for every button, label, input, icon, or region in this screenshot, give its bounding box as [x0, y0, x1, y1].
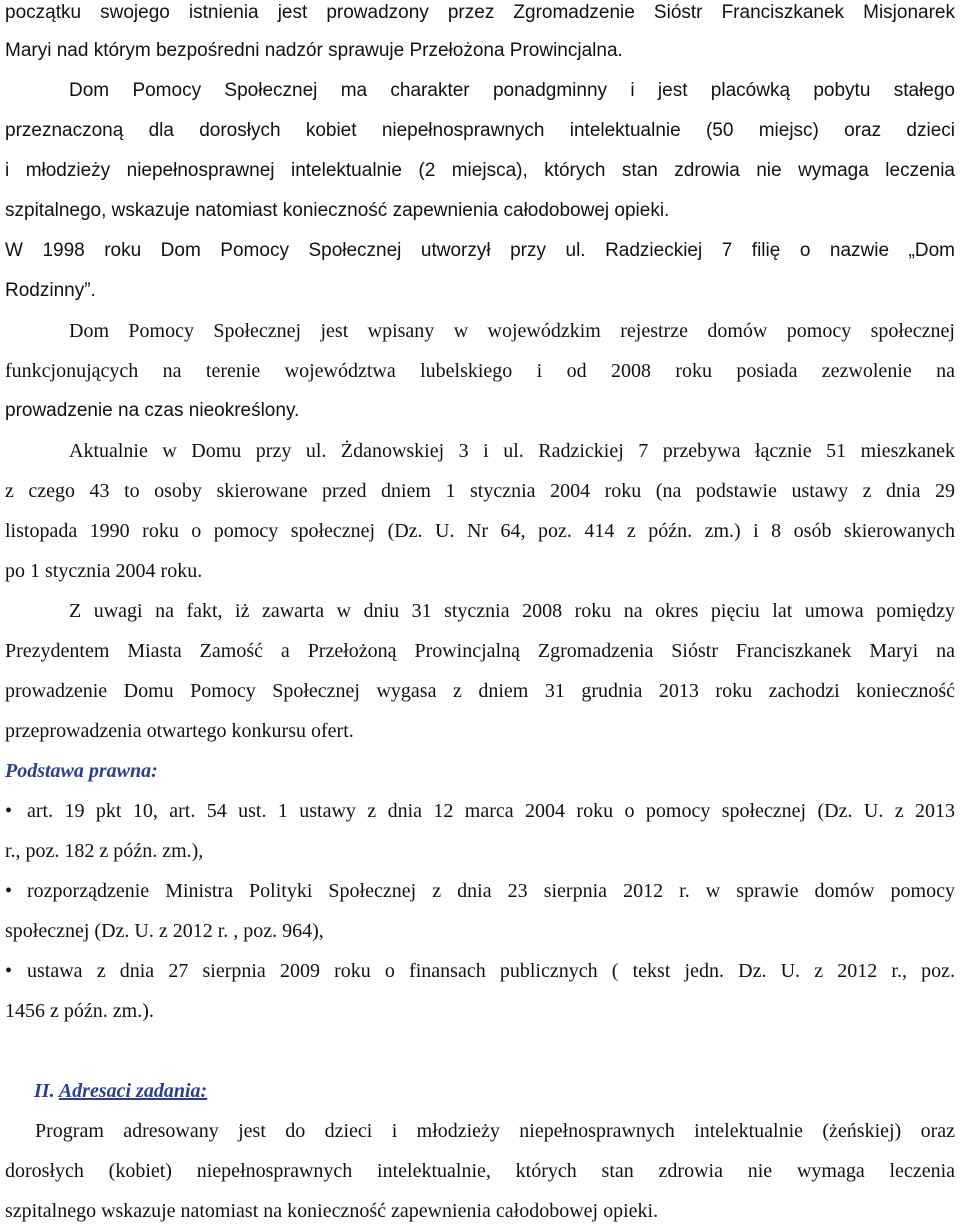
text-line: Z uwagi na fakt, iż zawarta w dniu 31 stycznia 2008 roku na okres pięciu lat umowa pomiędzy	[69, 600, 955, 622]
text-line: szpitalnego, wskazuje natomiast konieczność zapewnienia całodobowej opieki.	[5, 200, 670, 221]
text-line: prowadzenie Domu Pomocy Społecznej wygasa z dniem 31 grudnia 2013 roku zachodzi konieczność	[5, 680, 955, 702]
text-line: listopada 1990 roku o pomocy społecznej (Dz. U. Nr 64, poz. 414 z późn. zm.) i 8 osób skierowanych	[5, 520, 955, 542]
legal-basis-item-continuation: r., poz. 182 z późn. zm.),	[5, 840, 204, 862]
text-line	[5, 438, 955, 464]
text-line: przeprowadzenia otwartego konkursu ofert.	[5, 720, 354, 742]
text-segment: Radzickiej 7 przebywa łącznie 51 mieszkanek	[523, 440, 955, 462]
legal-basis-item: • rozporządzenie Ministra Polityki Społecznej z dnia 23 sierpnia 2012 r. w sprawie domów pomocy	[5, 878, 955, 904]
text-line: Prezydentem Miasta Zamość a Przełożoną Prowincjalną Zgromadzenia Sióstr Franciszkanek Maryi na	[5, 640, 955, 662]
section-title: Adresaci zadania:	[58, 1080, 208, 1102]
text-line: z czego 43 to osoby skierowane przed dniem 1 stycznia 2004 roku (na podstawie ustawy z dnia 29	[5, 480, 955, 502]
legal-basis-item-continuation: 1456 z późn. zm.).	[5, 1000, 154, 1022]
text-line: szpitalnego wskazuje natomiast na konieczność zapewnienia całodobowej opieki.	[5, 1200, 659, 1222]
text-line: i młodzieży niepełnosprawnej intelektualnie (2 miejsca), których stan zdrowia nie wymaga leczenia	[5, 160, 955, 181]
legal-basis-item-continuation: społecznej (Dz. U. z 2012 r. , poz. 964),	[5, 920, 324, 942]
text-line: dorosłych (kobiet) niepełnosprawnych intelektualnie, których stan zdrowia nie wymaga leczenia	[5, 1160, 955, 1182]
text-line: Rodzinny”.	[5, 280, 96, 301]
legal-basis-item: • ustawa z dnia 27 sierpnia 2009 roku o finansach publicznych ( tekst jedn. Dz. U. z 2012 r., poz.	[5, 958, 955, 984]
text-line: Program adresowany jest do dzieci i młodzieży niepełnosprawnych intelektualnie (żeńskiej) oraz	[35, 1120, 955, 1142]
legal-basis-heading: Podstawa prawna:	[5, 760, 158, 782]
text-line: przeznaczoną dla dorosłych kobiet niepełnosprawnych intelektualnie (50 miejsc) oraz dzieci	[5, 120, 955, 141]
text-line: Maryi nad którym bezpośredni nadzór sprawuje Przełożona Prowincjalna.	[5, 40, 623, 61]
text-line: Dom Pomocy Społecznej jest wpisany w wojewódzkim rejestrze domów pomocy społecznej	[69, 320, 955, 342]
text-line: prowadzenie na czas nieokreślony.	[5, 400, 300, 421]
text-segment: Aktualnie w Domu przy ul. Żdanowskiej 3 i ul.	[69, 440, 524, 462]
legal-basis-item: • art. 19 pkt 10, art. 54 ust. 1 ustawy z dnia 12 marca 2004 roku o pomocy społecznej (Dz. U. z 2013	[5, 798, 955, 824]
text-line: W 1998 roku Dom Pomocy Społecznej utworzył przy ul. Radzieckiej 7 filię o nazwie „Dom	[5, 240, 955, 261]
text-line: początku swojego istnienia jest prowadzony przez Zgromadzenie Sióstr Franciszkanek Misjonarek	[5, 2, 955, 23]
section-number: II.	[34, 1080, 55, 1102]
section-heading	[34, 1078, 960, 1104]
text-line: po 1 stycznia 2004 roku.	[5, 560, 203, 582]
text-line: funkcjonujących na terenie województwa lubelskiego i od 2008 roku posiada zezwolenie na	[5, 360, 955, 382]
text-line: Dom Pomocy Społecznej ma charakter ponadgminny i jest placówką pobytu stałego	[69, 80, 955, 101]
